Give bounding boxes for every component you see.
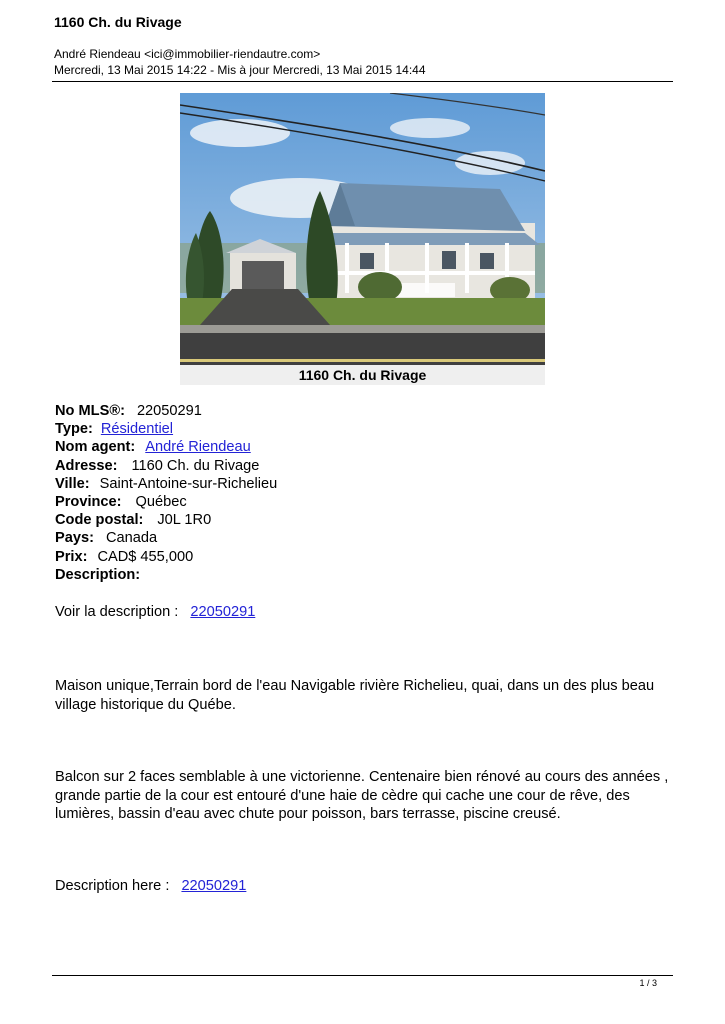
see-description-label: Voir la description :	[55, 604, 179, 620]
mls-label: No MLS®:	[55, 403, 125, 419]
address-value: 1160 Ch. du Rivage	[131, 457, 260, 474]
page-number: 1 / 3	[639, 978, 657, 988]
property-photo-block	[180, 93, 545, 385]
agent-row	[55, 438, 277, 456]
header-divider	[52, 81, 673, 82]
page-header-meta	[54, 46, 426, 78]
address-label: Adresse:	[55, 457, 118, 474]
author-line: André Riendeau <ici@immobilier-riendautre.com>	[54, 47, 321, 61]
type-row	[55, 420, 277, 438]
agent-label: Nom agent:	[55, 439, 136, 456]
photo-caption: 1160 Ch. du Rivage	[298, 367, 427, 383]
country-row	[55, 529, 277, 547]
description-here-line	[55, 877, 680, 896]
price-row	[55, 548, 277, 566]
page-header-title: 1160 Ch. du Rivage	[54, 14, 182, 30]
description-paragraph-1: Maison unique,Terrain bord de l'eau Navigable rivière Richelieu, quai, dans un des plus beau village historique du Québe.	[55, 678, 655, 713]
agent-link[interactable]: André Riendeau	[145, 439, 251, 456]
province-label: Province:	[55, 494, 122, 511]
date-line: Mercredi, 13 Mai 2015 14:22 - Mis à jour Mercredi, 13 Mai 2015 14:44	[54, 63, 426, 77]
price-value: CAD$ 455,000	[97, 548, 194, 565]
type-label: Type:	[55, 421, 93, 438]
address-row	[55, 457, 277, 475]
country-value: Canada	[105, 530, 158, 547]
property-photo	[180, 93, 545, 365]
country-label: Pays:	[55, 530, 94, 547]
price-label: Prix:	[55, 548, 88, 565]
description-here-label: Description here :	[55, 878, 170, 894]
postal-row	[55, 511, 277, 529]
description-row	[55, 566, 277, 584]
description-paragraph-2: Balcon sur 2 faces semblable à une victorienne. Centenaire bien rénové au cours des années , grande partie de la cour est entouré d'une haie de cèdre qui cache une cour de rêve, des lumières, bassin d'eau avec chute pour poisson, bars terrasse, piscine creusé.	[55, 769, 669, 823]
see-description-line	[55, 603, 680, 622]
city-row	[55, 475, 277, 493]
see-description-link[interactable]: 22050291	[190, 604, 256, 620]
postal-value: J0L 1R0	[157, 512, 212, 529]
mls-value: 22050291	[136, 403, 202, 419]
footer-divider	[52, 975, 673, 976]
province-row	[55, 493, 277, 511]
province-value: Québec	[135, 494, 187, 511]
postal-label: Code postal:	[55, 512, 144, 529]
description-here-link[interactable]: 22050291	[181, 878, 247, 894]
mls-row	[55, 402, 277, 420]
description-label: Description:	[55, 566, 141, 583]
city-label: Ville:	[55, 475, 90, 492]
city-value: Saint-Antoine-sur-Richelieu	[99, 475, 278, 492]
type-link[interactable]: Résidentiel	[100, 421, 174, 438]
listing-details	[55, 402, 277, 584]
